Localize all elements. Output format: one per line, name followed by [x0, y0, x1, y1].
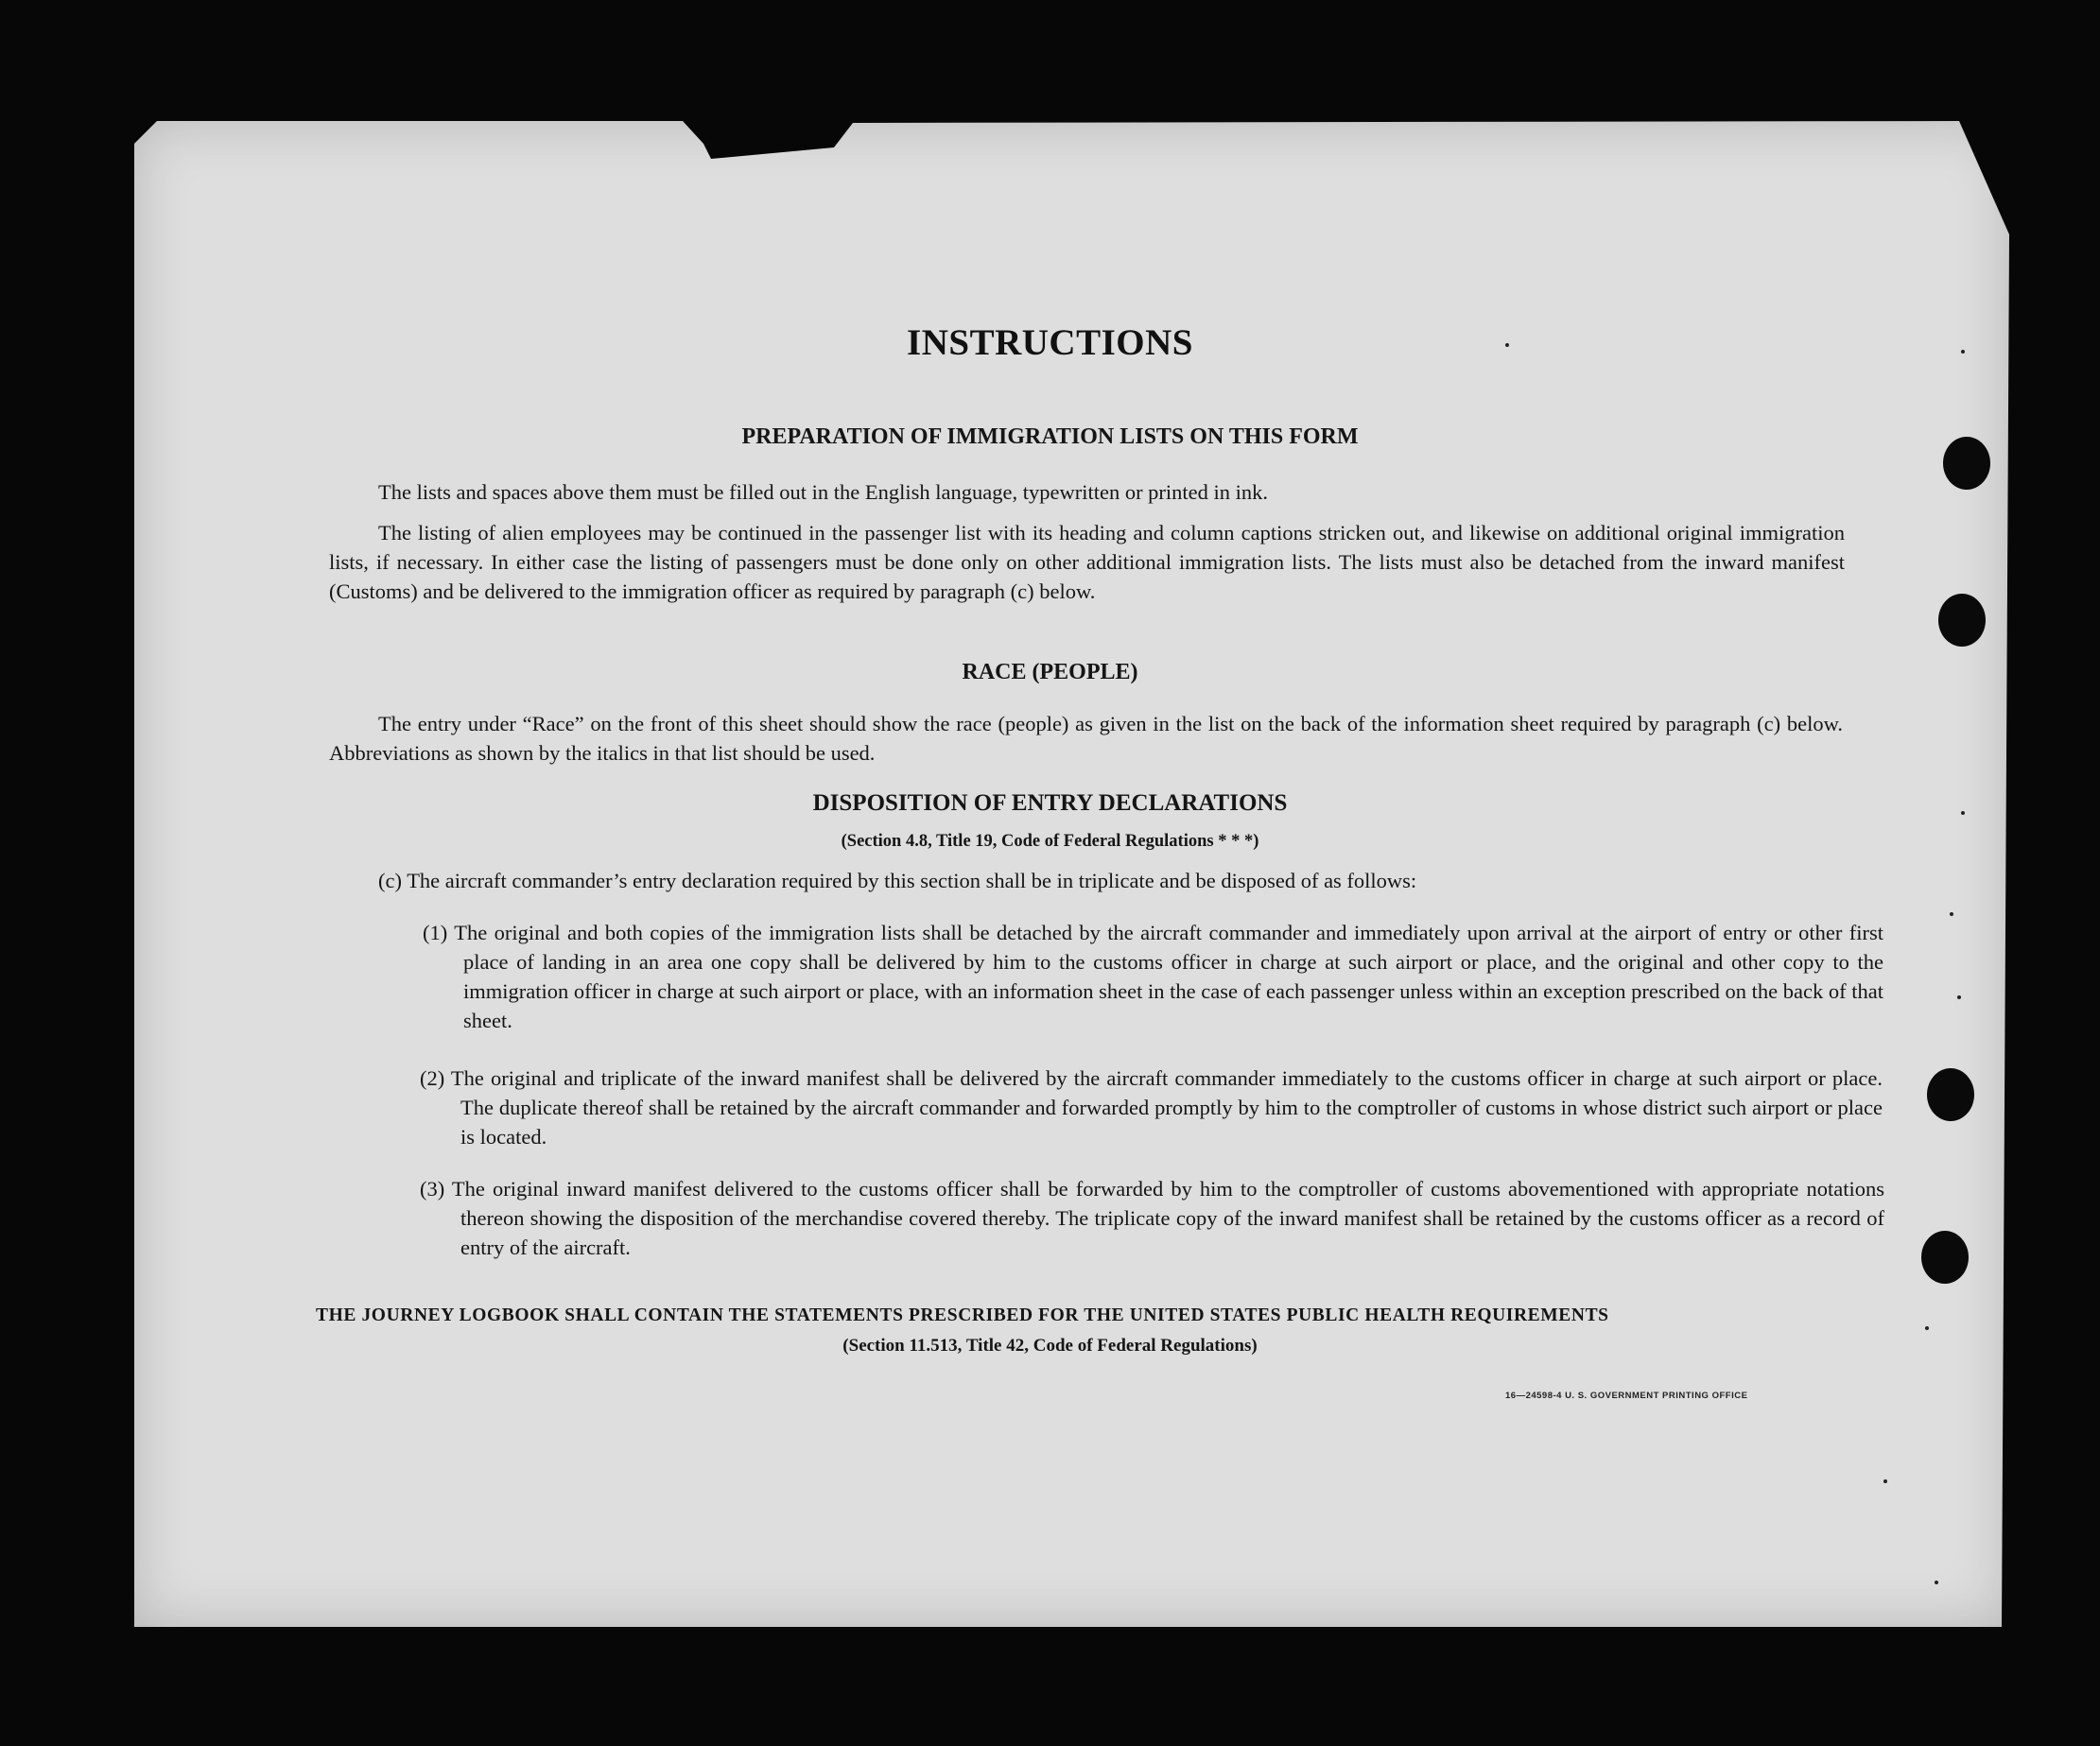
disposition-item-1: (1) The original and both copies of the immigration lists shall be detached by the aircraft commander and immediately upon arrival at the airport of entry or other first place of landing in an area one copy shall be delivered by him to the customs officer in charge at such airport or place, and the original and other copy to the immigration officer in charge at such airport or place, with an information sheet in the case of each passenger unless within an exception prescribed on the back of that sheet.: [423, 921, 1883, 1032]
health-requirements-citation: (Section 11.513, Title 42, Code of Federal Regulations): [842, 1336, 1258, 1356]
disposition-heading: DISPOSITION OF ENTRY DECLARATIONS: [812, 790, 1288, 816]
disposition-citation: (Section 4.8, Title 19, Code of Federal Regulations * * *): [841, 832, 1259, 851]
race-heading: RACE (PEOPLE): [962, 660, 1138, 684]
page-title: INSTRUCTIONS: [907, 322, 1193, 363]
disposition-item-2: (2) The original and triplicate of the inward manifest shall be delivered by the aircraft commander immediately to the customs officer in charge at such airport or place. The duplicate thereof shall be retained by the aircraft commander and forwarded promptly by him to the comptroller of customs in whose district such airport or place is located.: [420, 1066, 1883, 1149]
health-requirements-statement: THE JOURNEY LOGBOOK SHALL CONTAIN THE STATEMENTS PRESCRIBED FOR THE UNITED STATES PUBLIC HEALTH REQUIREMENTS: [316, 1305, 1609, 1325]
printer-imprint: 16—24598-4 U. S. GOVERNMENT PRINTING OFFICE: [1505, 1391, 1748, 1401]
preparation-paragraph-2: The listing of alien employees may be continued in the passenger list with its heading and column captions stricken out, and likewise on additional original immigration lists, if necessary. In either case the listing of passengers must be done only on other additional immigration lists. The lists must also be detached from the inward manifest (Customs) and be delivered to the immigration officer as required by paragraph (c) below.: [329, 521, 1845, 603]
disposition-item-3: (3) The original inward manifest delivered to the customs officer shall be forwarded by him to the comptroller of customs abovementioned with appropriate notations thereon showing the disposition of the merchandise covered thereby. The triplicate copy of the inward manifest shall be retained by the customs officer as a record of entry of the aircraft.: [420, 1177, 1884, 1259]
preparation-heading: PREPARATION OF IMMIGRATION LISTS ON THIS FORM: [741, 424, 1359, 449]
preparation-paragraph-1: The lists and spaces above them must be filled out in the English language, typewritten or printed in ink.: [378, 480, 1269, 504]
disposition-intro: (c) The aircraft commander’s entry declaration required by this section shall be in triplicate and be disposed of as follows:: [378, 869, 1417, 892]
race-paragraph: The entry under “Race” on the front of this sheet should show the race (people) as given in the list on the back of the information sheet required by paragraph (c) below. Abbreviations as shown by the italics in that list should be used.: [329, 712, 1843, 765]
